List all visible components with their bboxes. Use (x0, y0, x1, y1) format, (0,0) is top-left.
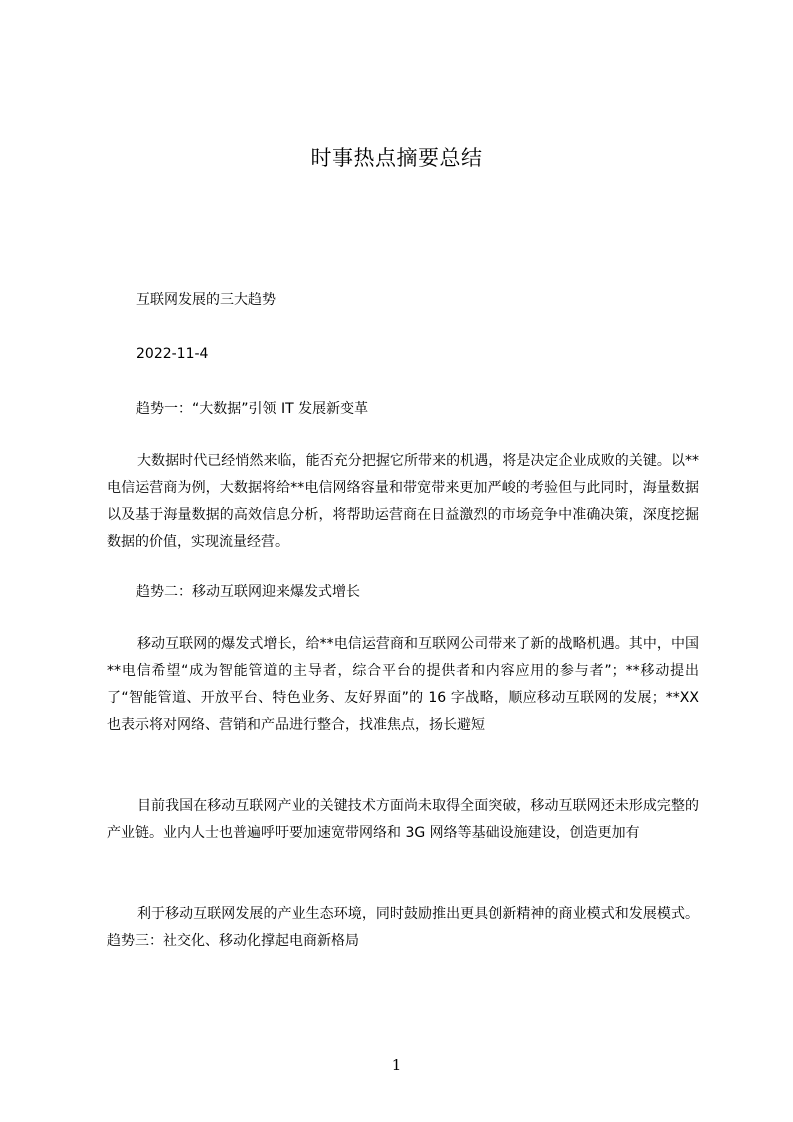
paragraph-big-data: 大数据时代已经悄然来临，能否充分把握它所带来的机遇，将是决定企业成败的关键。以**电信运营商为例，大数据将给**电信网络容量和带宽带来更加严峻的考验但与此同时，海量数据以及基于海量数据的高效信息分析，将帮助运营商在日益激烈的市场竞争中准确决策，深度挖掘数据的价值，实现流量经营。 (107, 453, 699, 550)
trend-two-heading: 趋势二：移动互联网迎来爆发式增长 (136, 584, 360, 600)
paragraph-ecosystem: 利于移动互联网发展的产业生态环境，同时鼓励推出更具创新精神的商业模式和发展模式。 趋势三：社交化、移动化撑起电商新格局 (107, 906, 699, 949)
page-number: 1 (391, 1056, 402, 1074)
paragraph-mobile-internet: 移动互联网的爆发式增长，给**电信运营商和互联网公司带来了新的战略机遇。其中，中国**电信希望“成为智能管道的主导者，综合平台的提供者和内容应用的参与者”；**移动提出了“智能管道、开放平台、特色业务、友好界面”的 16 字战略，顺应移动互联网的发展；**XX 也表示将对网络、营销和产品进行整合，找准焦点，扬长避短 (107, 636, 699, 733)
paragraph-industry-chain: 目前我国在移动互联网产业的关键技术方面尚未取得全面突破，移动互联网还未形成完整的产业链。业内人士也普遍呼吁要加速宽带网络和 3G 网络等基础设施建设，创造更加有 (107, 798, 699, 841)
article-heading: 互联网发展的三大趋势 (136, 292, 276, 308)
document-title: 时事热点摘要总结 (310, 146, 483, 170)
trend-one-heading: 趋势一：“大数据”引领 IT 发展新变革 (136, 401, 369, 417)
article-date: 2022-11-4 (136, 346, 209, 362)
